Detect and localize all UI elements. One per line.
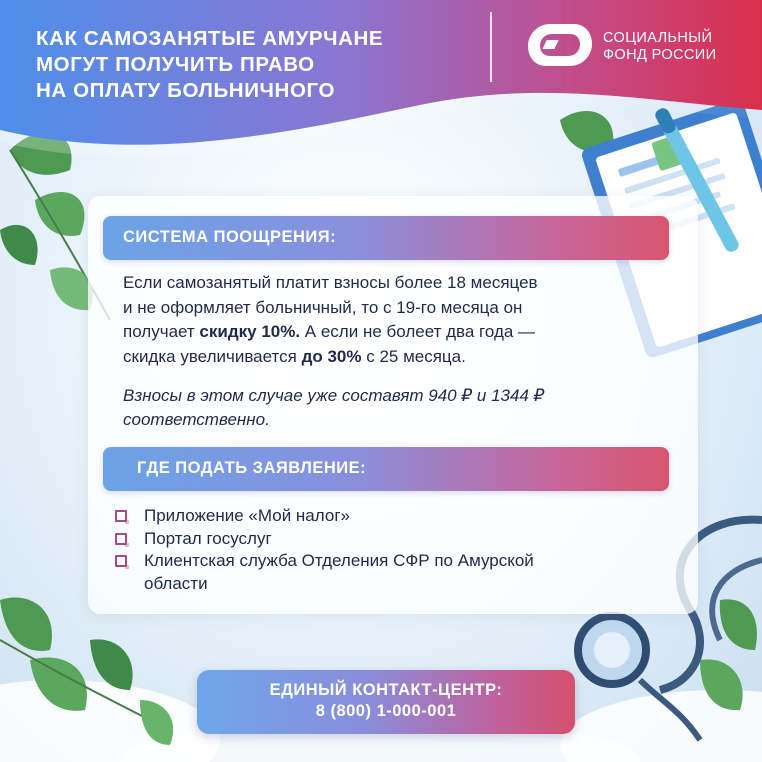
text-segment: и не оформляет больничный, то с 19-го месяца он bbox=[123, 297, 523, 317]
text-line bbox=[123, 345, 663, 370]
page-title bbox=[36, 26, 456, 104]
application-channels-list bbox=[114, 505, 674, 595]
checkbox-bullet-icon bbox=[115, 533, 127, 545]
text-line bbox=[123, 271, 663, 296]
contact-center-phone[interactable]: 8 (800) 1-000-001 bbox=[315, 702, 457, 720]
highlight-discount-30: до 30% bbox=[301, 346, 362, 366]
section-heading-label: ГДЕ ПОДАТЬ ЗАЯВЛЕНИЕ: bbox=[137, 459, 367, 477]
note-line: соответственно. bbox=[123, 410, 270, 429]
checkbox-bullet-icon bbox=[115, 510, 127, 522]
logo-name bbox=[603, 30, 716, 64]
sfr-logo-icon bbox=[526, 20, 596, 68]
rewards-description bbox=[123, 271, 663, 369]
text-segment: А если не болеет два года — bbox=[300, 322, 536, 341]
contact-center-banner bbox=[197, 670, 575, 734]
list-item-label: области bbox=[144, 573, 208, 593]
contribution-note bbox=[123, 384, 663, 432]
text-segment: скидка увеличивается bbox=[123, 346, 302, 366]
section-heading-rewards bbox=[103, 216, 669, 260]
highlight-discount-10: скидку 10%. bbox=[199, 322, 301, 341]
text-line bbox=[123, 296, 663, 321]
section-heading-label: СИСТЕМА ПООЩРЕНИЯ: bbox=[123, 228, 337, 246]
text-segment: Если самозанятый платит взносы более 18 месяцев bbox=[123, 273, 538, 292]
header-divider bbox=[490, 12, 492, 82]
checkbox-bullet-icon bbox=[115, 555, 127, 567]
list-item bbox=[114, 550, 674, 595]
title-line: МОГУТ ПОЛУЧИТЬ ПРАВО bbox=[36, 53, 315, 76]
contact-center-title: ЕДИНЫЙ КОНТАКТ-ЦЕНТР: bbox=[269, 681, 503, 699]
text-segment: получает bbox=[123, 322, 200, 341]
list-item-label: Клиентская служба Отделения СФР по Амурской bbox=[144, 551, 534, 570]
list-item-label: Портал госуслуг bbox=[144, 528, 272, 548]
logo-name-line: ФОНД РОССИИ bbox=[603, 47, 717, 63]
title-line: КАК САМОЗАНЯТЫЕ АМУРЧАНЕ bbox=[36, 27, 384, 50]
section-heading-where-to-apply bbox=[103, 447, 669, 491]
list-item bbox=[114, 528, 674, 551]
logo-name-line: СОЦИАЛЬНЫЙ bbox=[603, 30, 713, 46]
note-line: Взносы в этом случае уже составят 940 ₽ и 1344 ₽ bbox=[123, 386, 545, 405]
list-item-label: Приложение «Мой налог» bbox=[144, 506, 350, 525]
title-line: НА ОПЛАТУ БОЛЬНИЧНОГО bbox=[36, 79, 335, 102]
list-item bbox=[114, 505, 674, 528]
text-segment: с 25 месяца. bbox=[361, 346, 466, 366]
text-line bbox=[123, 320, 663, 345]
